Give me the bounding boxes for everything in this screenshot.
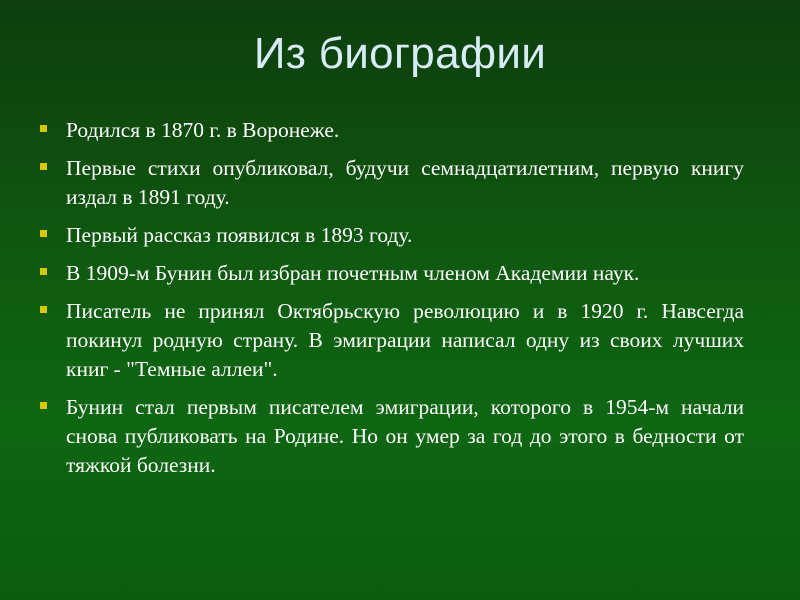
bullet-text: Бунин стал первым писателем эмиграции, которого в 1954-м начали снова публиковать на Родине. Но он умер за год до этого в бедности от тяжкой болезни.	[66, 395, 744, 477]
square-bullet-icon	[40, 163, 47, 170]
square-bullet-icon	[40, 402, 47, 409]
square-bullet-icon	[40, 230, 47, 237]
bullet-text: Писатель не принял Октябрьскую революцию и в 1920 г. Навсегда покинул родную страну. В эмиграции написал одну из своих лучших книг - "Темные аллеи".	[66, 299, 744, 381]
square-bullet-icon	[40, 268, 47, 275]
bullet-list	[38, 116, 744, 489]
bullet-item	[38, 297, 744, 384]
bullet-text: Родился в 1870 г. в Воронеже.	[66, 118, 340, 142]
bullet-text: В 1909-м Бунин был избран почетным членом Академии наук.	[66, 261, 640, 285]
bullet-item	[38, 116, 744, 145]
bullet-item	[38, 221, 744, 250]
bullet-item	[38, 393, 744, 480]
bullet-item	[38, 154, 744, 212]
square-bullet-icon	[40, 306, 47, 313]
bullet-text: Первый рассказ появился в 1893 году.	[66, 223, 413, 247]
square-bullet-icon	[40, 125, 47, 132]
bullet-item	[38, 259, 744, 288]
bullet-text: Первые стихи опубликовал, будучи семнадцатилетним, первую книгу издал в 1891 году.	[66, 156, 744, 209]
slide-title: Из биографии	[253, 29, 547, 78]
